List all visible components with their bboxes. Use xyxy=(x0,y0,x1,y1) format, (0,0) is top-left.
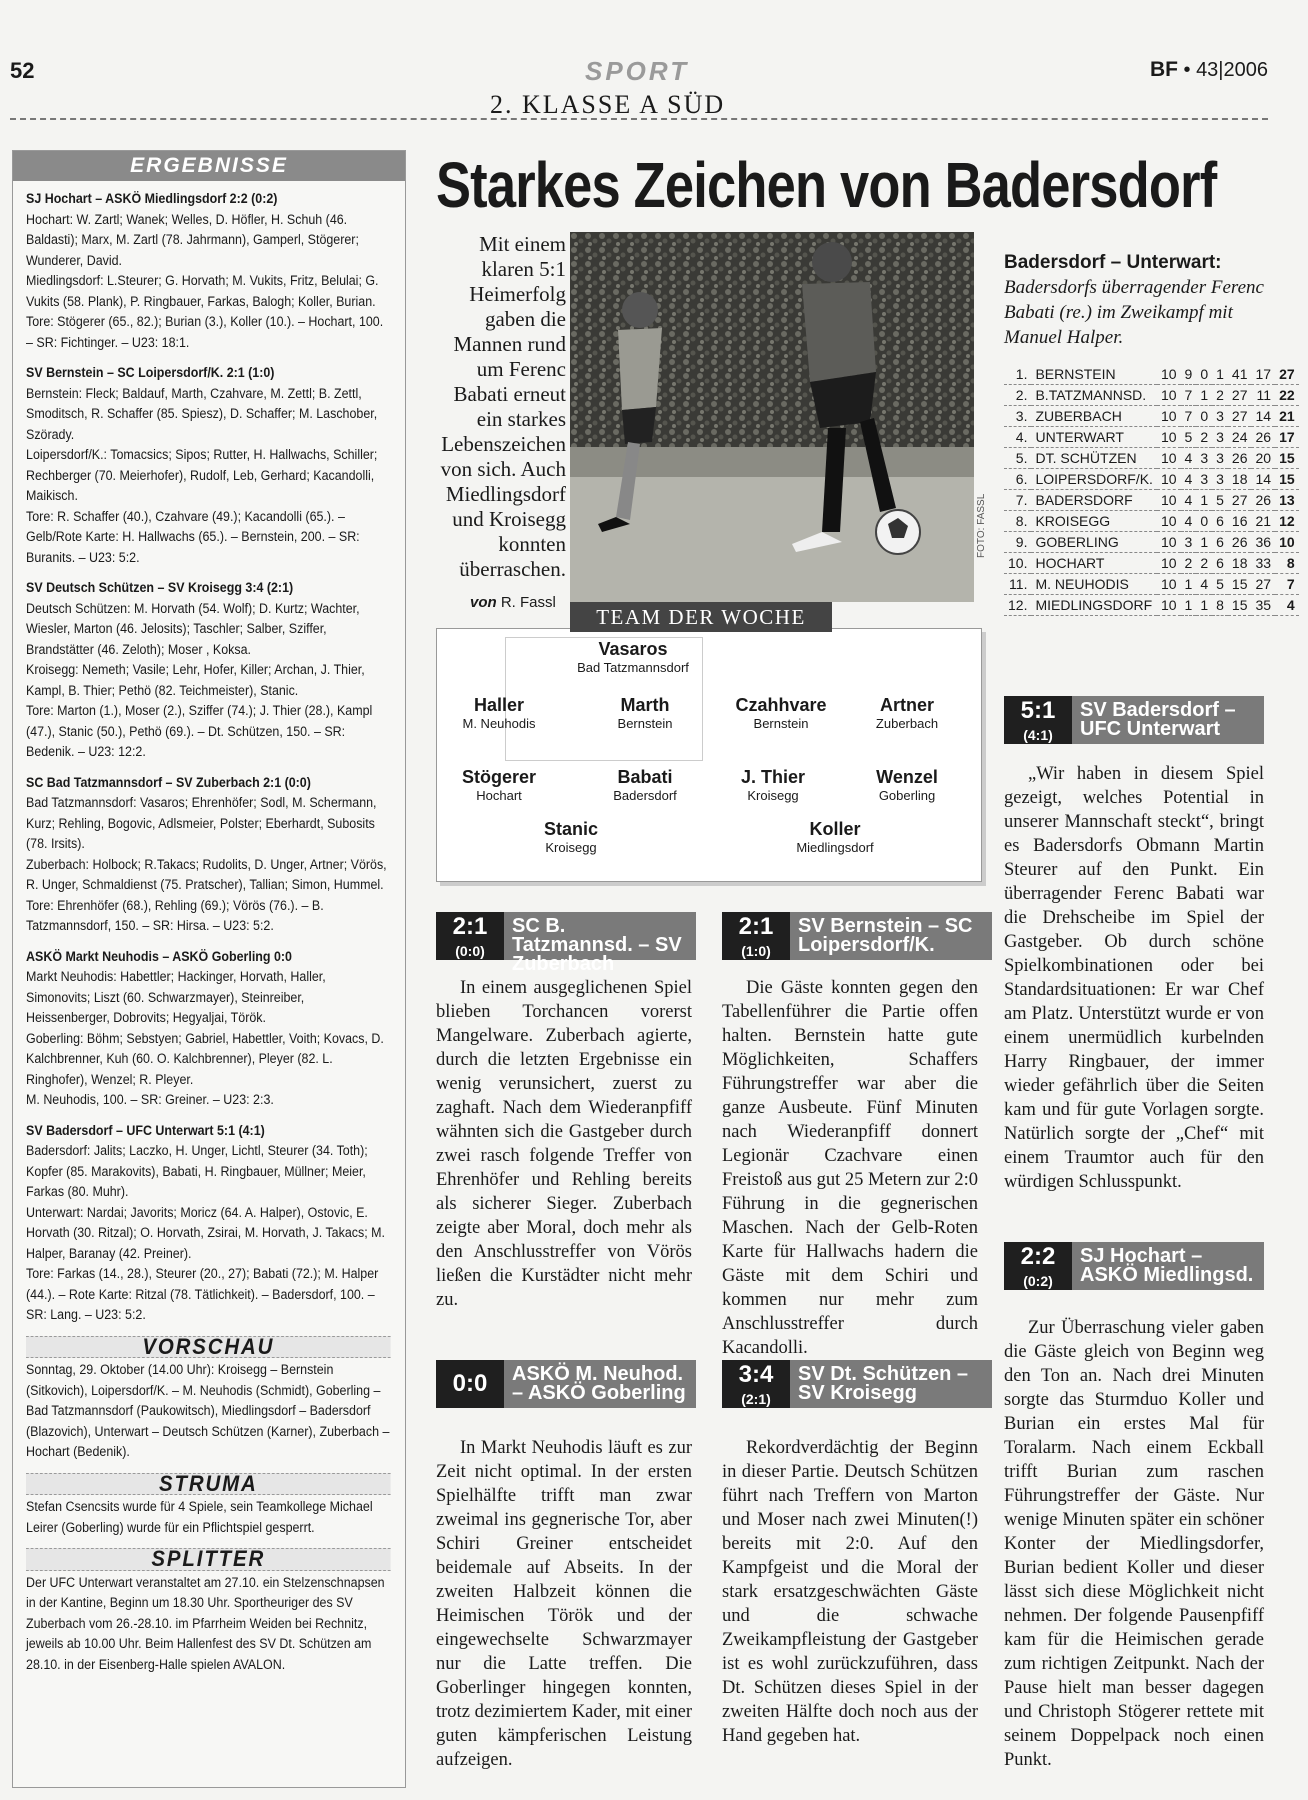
result-line: Markt Neuhodis: Habettler; Hackinger, Horvath, Haller, Simonovits; Liszt (60. Schwarzmayer), Steinreiber, Heissenberger, Dobrovits; Hegyaljai, Török. xyxy=(26,969,326,1025)
standings-l: 8 xyxy=(1212,595,1228,616)
result-line: Tore: R. Schaffer (40.), Czahvare (49.); Kacandolli (65.). – Gelb/Rote Karte: H. Hallwachs (65.). – Bernstein, 200. – SR: Buranits. – U23: 5:2. xyxy=(26,508,360,565)
headline: Starkes Zeichen von Badersdorf xyxy=(436,149,1217,221)
results-sidebar xyxy=(12,150,406,1788)
result-title: SJ Hochart – ASKÖ Miedlingsdorf 2:2 (0:2) xyxy=(26,191,278,206)
halftime: (0:0) xyxy=(455,943,485,959)
standings-g: 10 xyxy=(1157,385,1181,406)
player-club: Goberling xyxy=(878,788,936,803)
standings-ga: 27 xyxy=(1251,574,1275,595)
standings-row xyxy=(1004,385,1299,406)
player-card xyxy=(563,639,703,675)
player-name: Artner xyxy=(879,695,934,715)
report-text: In Markt Neuhodis läuft es zur Zeit nicht optimal. In der ersten Spielhälfte trifft man zwar zweimal ins gegnerische Tor, aber Schiri Greiner entscheidet beidemale auf Abseits. In der zweiten Halbzeit können die Heimischen Török und der eingewechselte Schwarzmayer nur die Latte treffen. Die Goberlinger hingegen konnten, trotz dezimiertem Kader, mit einer guten kämpferischen Leistung aufzeigen. xyxy=(436,1438,692,1770)
standings-row xyxy=(1004,448,1299,469)
standings-d: 1 xyxy=(1196,532,1212,553)
page-number: 52 xyxy=(10,58,35,83)
standings-gf: 26 xyxy=(1228,448,1252,469)
splitter-text: Der UFC Unterwart veranstaltet am 27.10. ein Stelzenschnapsen in der Kantine, Beginn um 18.30 Uhr. Sportheuriger des SV Zuberbach vom 26.-28.10. im Pfarrheim Weiden bei Rechnitz, jeweils ab 10.00 Uhr. Beim Hallenfest des SV Dt. Schützen am 28.10. in der Eisenberg-Halle spielen AVALON. xyxy=(26,1574,385,1672)
player-name: Marth xyxy=(620,695,670,715)
match-title: SC B. Tatzmannsd. – SV Zuberbach xyxy=(504,912,696,960)
player-club: Badersdorf xyxy=(613,788,677,803)
standings-l: 6 xyxy=(1212,532,1228,553)
standings-w: 9 xyxy=(1181,364,1197,385)
results-list xyxy=(13,181,402,1675)
team-of-week-title: TEAM DER WOCHE xyxy=(570,602,832,632)
standings-d: 0 xyxy=(1196,406,1212,427)
player-club: Zuberbach xyxy=(875,716,939,731)
player-card xyxy=(429,695,569,731)
standings-pts: 22 xyxy=(1275,385,1299,406)
match-title: SV Bernstein – SC Loipersdorf/K. xyxy=(790,912,992,960)
score-box xyxy=(436,912,504,960)
result-line: M. Neuhodis, 100. – SR: Greiner. – U23: 2:3. xyxy=(26,1092,274,1107)
player-name: Haller xyxy=(473,695,525,715)
publication-issue: BF • 43|2006 xyxy=(1149,58,1268,81)
splitter-title: SPLITTER xyxy=(26,1548,391,1571)
standings-ga: 26 xyxy=(1251,490,1275,511)
standings-w: 4 xyxy=(1181,448,1197,469)
standings-w: 3 xyxy=(1181,532,1197,553)
player-name: Stögerer xyxy=(461,767,537,787)
standings-gf: 16 xyxy=(1228,511,1252,532)
player-name: J. Thier xyxy=(740,767,806,787)
player-club: Bad Tatzmannsdorf xyxy=(577,660,689,675)
report-text: Rekordverdächtig der Beginn in dieser Partie. Deutsch Schützen führt nach Treffern von Marton und Moser nach zwei Minuten(!) bereits mit 2:0. Auf den Kampfgeist und die Moral der stark ersatzgeschwächten Gäste und die schwache Zweikampfleistung der Gastgeber ist es wohl zurückzuführen, dass Dt. Schützen dieses Spiel in der zweiten Hälfte doch noch aus der Hand gegeben hat. xyxy=(722,1438,978,1746)
standings-pts: 13 xyxy=(1275,490,1299,511)
byline-author: R. Fassl xyxy=(500,594,556,611)
player-card xyxy=(837,695,977,731)
player-card xyxy=(711,695,851,731)
score: 3:4 xyxy=(738,1361,774,1388)
standings-pts: 10 xyxy=(1275,532,1299,553)
standings-gf: 15 xyxy=(1228,574,1252,595)
result-line: Tore: Farkas (14., 28.), Steurer (20., 27); Babati (72.); M. Halper (44.). – Rote Karte: Ritzal (78. Tätlichkeit). – Badersdorf, 100. – SR: Lang. – U23: 5:2. xyxy=(26,1266,379,1322)
player-card xyxy=(575,695,715,731)
standings-d: 4 xyxy=(1196,574,1212,595)
standings-gf: 18 xyxy=(1228,553,1252,574)
team-of-week xyxy=(436,628,982,882)
standings-ga: 14 xyxy=(1251,469,1275,490)
standings-pos: 10. xyxy=(1004,553,1031,574)
standings-team: HOCHART xyxy=(1031,553,1156,574)
standings-ga: 33 xyxy=(1251,553,1275,574)
player-club: Bernstein xyxy=(617,716,673,731)
halftime: (1:0) xyxy=(741,943,771,959)
standings-l: 3 xyxy=(1212,469,1228,490)
standings-pos: 5. xyxy=(1004,448,1031,469)
standings-l: 5 xyxy=(1212,574,1228,595)
standings-team: UNTERWART xyxy=(1031,427,1156,448)
score: 0:0 xyxy=(452,1370,488,1397)
standings-table xyxy=(1004,364,1299,616)
standings-l: 6 xyxy=(1212,553,1228,574)
result-block xyxy=(26,1121,391,1326)
standings-pos: 4. xyxy=(1004,427,1031,448)
standings-pts: 4 xyxy=(1275,595,1299,616)
result-line: Unterwart: Nardai; Javorits; Moricz (64. A. Halper), Ostovic, E. Horvath (30. Ritzal); O. Horvath, Zsirai, M. Horvath, J. Takacs; M. Halper, Baranay (42. Preiner). xyxy=(26,1204,385,1261)
result-line: Tore: Ehrenhöfer (68.), Rehling (69.); Vörös (76.). – B. Tatzmannsdorf, 150. – SR: Hirsa. – U23: 5:2. xyxy=(26,897,324,933)
standings-pts: 15 xyxy=(1275,448,1299,469)
standings-pos: 8. xyxy=(1004,511,1031,532)
match-title: SV Badersdorf – UFC Unterwart xyxy=(1072,696,1264,744)
player-club: Bernstein xyxy=(753,716,809,731)
standings-team: DT. SCHÜTZEN xyxy=(1031,448,1156,469)
standings-row xyxy=(1004,427,1299,448)
standings-pts: 21 xyxy=(1275,406,1299,427)
player-name: Babati xyxy=(617,767,673,787)
player-card xyxy=(575,767,715,803)
standings-g: 10 xyxy=(1157,490,1181,511)
standings-team: B.TATZMANNSD. xyxy=(1031,385,1156,406)
standings-g: 10 xyxy=(1157,553,1181,574)
result-line: Zuberbach: Holbock; R.Takacs; Rudolits, D. Unger, Artner; Vörös, R. Unger, Schmaldienst (75. Pratscher), Tallian; Simon, Hummel. xyxy=(26,856,387,892)
halftime: (2:1) xyxy=(741,1391,771,1407)
standings-d: 2 xyxy=(1196,553,1212,574)
result-line: Bad Tatzmannsdorf: Vasaros; Ehrenhöfer; Sodl, M. Schermann, Kurz; Rehling, Bogovic, Adlsmeier, Polster; Eberhardt, Subosits (78. Irsits). xyxy=(26,795,377,851)
standings-g: 10 xyxy=(1157,511,1181,532)
standings-l: 2 xyxy=(1212,385,1228,406)
player-club: Kroisegg xyxy=(747,788,799,803)
player-card xyxy=(703,767,843,803)
standings-pos: 7. xyxy=(1004,490,1031,511)
halftime: (4:1) xyxy=(1023,727,1053,743)
standings-pts: 27 xyxy=(1275,364,1299,385)
report-body xyxy=(1004,1316,1264,1772)
standings-l: 5 xyxy=(1212,490,1228,511)
result-title: SV Bernstein – SC Loipersdorf/K. 2:1 (1:0) xyxy=(26,365,275,380)
standings-pos: 9. xyxy=(1004,532,1031,553)
score: 2:1 xyxy=(738,913,774,940)
match-photo xyxy=(570,232,974,602)
standings-row xyxy=(1004,469,1299,490)
player-card xyxy=(501,819,641,855)
standings-g: 10 xyxy=(1157,364,1181,385)
standings-team: BERNSTEIN xyxy=(1031,364,1156,385)
standings-row xyxy=(1004,574,1299,595)
player-card xyxy=(429,767,569,803)
standings-team: M. NEUHODIS xyxy=(1031,574,1156,595)
standings-gf: 41 xyxy=(1228,364,1252,385)
standings-ga: 21 xyxy=(1251,511,1275,532)
standings-d: 1 xyxy=(1196,385,1212,406)
score-box xyxy=(722,1360,790,1408)
standings-g: 10 xyxy=(1157,448,1181,469)
preview-title: VORSCHAU xyxy=(26,1336,391,1359)
result-block xyxy=(26,189,391,353)
byline xyxy=(470,594,556,611)
standings-row xyxy=(1004,595,1299,616)
standings-team: MIEDLINGSDORF xyxy=(1031,595,1156,616)
standings-pts: 7 xyxy=(1275,574,1299,595)
standings-l: 1 xyxy=(1212,364,1228,385)
standings-g: 10 xyxy=(1157,595,1181,616)
standings-ga: 14 xyxy=(1251,406,1275,427)
result-line: Deutsch Schützen: M. Horvath (54. Wolf); D. Kurtz; Wachter, Wiesler, Marton (46. Jelosits); Taschler; Salber, Sziffer, Brandstätter (46. Zeloth); Moser , Koksa. xyxy=(26,600,360,657)
result-line: Badersdorf: Jalits; Laczko, H. Unger, Lichtl, Steurer (34. Toth); Kopfer (85. Marakovits), Babati, H. Ringbauer, Müllner; Meier, Farkas (80. Muhr). xyxy=(26,1143,368,1199)
standings-w: 4 xyxy=(1181,490,1197,511)
publication-name: BF xyxy=(1149,58,1178,81)
standings-g: 10 xyxy=(1157,469,1181,490)
article-intro: Mit einem klaren 5:1 Heimerfolg gaben die Mannen rund um Ferenc Babati erneut ein starkes Lebenszeichen von sich. Auch Miedlingsdorf und Kroisegg konnten überraschen. xyxy=(440,232,566,581)
struma-text: Stefan Csencsits wurde für 4 Spiele, sein Teamkollege Michael Leirer (Goberling) wurde für ein Pflichtspiel gesperrt. xyxy=(26,1499,373,1535)
score: 2:2 xyxy=(1020,1243,1056,1270)
halftime: (0:2) xyxy=(1023,1273,1053,1289)
section-name: SPORT xyxy=(585,56,690,86)
player-club: Kroisegg xyxy=(545,840,597,855)
standings-g: 10 xyxy=(1157,406,1181,427)
byline-prefix: von xyxy=(470,594,497,611)
result-line: Kroisegg: Nemeth; Vasile; Lehr, Hofer, Killer; Archan, J. Thier, Kampl, B. Thier; Pethö (82. Teichmeister), Stanic. xyxy=(26,662,365,698)
standings-row xyxy=(1004,553,1299,574)
standings-row xyxy=(1004,364,1299,385)
standings-pos: 1. xyxy=(1004,364,1031,385)
standings-ga: 17 xyxy=(1251,364,1275,385)
standings-g: 10 xyxy=(1157,574,1181,595)
score-box xyxy=(722,912,790,960)
player-card xyxy=(837,767,977,803)
standings-gf: 27 xyxy=(1228,490,1252,511)
standings-w: 7 xyxy=(1181,385,1197,406)
score-box xyxy=(1004,696,1072,744)
preview-text: Sonntag, 29. Oktober (14.00 Uhr): Kroisegg – Bernstein (Sitkovich), Loipersdorf/K. – M. Neuhodis (Schmidt), Goberling – Bad Tatzmannsdorf (Paukowitsch), Miedlingsdorf – Badersdorf (Blazovich), Unterwart – Deutsch Schützen (Karner), Zuberbach – Hochart (Bedenik). xyxy=(26,1362,390,1459)
player-club: Hochart xyxy=(476,788,522,803)
standings-pos: 12. xyxy=(1004,595,1031,616)
standings-ga: 35 xyxy=(1251,595,1275,616)
standings-w: 4 xyxy=(1181,469,1197,490)
standings-row xyxy=(1004,490,1299,511)
standings-ga: 11 xyxy=(1251,385,1275,406)
standings-pos: 3. xyxy=(1004,406,1031,427)
score-box xyxy=(436,1360,504,1408)
standings-row xyxy=(1004,406,1299,427)
match-photo-image xyxy=(570,232,974,602)
report-body xyxy=(722,1436,978,1748)
standings-l: 3 xyxy=(1212,448,1228,469)
player-name: Koller xyxy=(809,819,861,839)
result-line: Bernstein: Fleck; Baldauf, Marth, Czahvare, M. Zettl; B. Zettl, Smoditsch, R. Schaffer (85. Spiesz), D. Schaffer; M. Laschober, Szörady. xyxy=(26,385,378,442)
match-title: SV Dt. Schützen – SV Kroisegg xyxy=(790,1360,992,1408)
struma-title: STRUMA xyxy=(26,1473,391,1496)
results-title: ERGEBNISSE xyxy=(13,151,405,181)
standings-g: 10 xyxy=(1157,532,1181,553)
standings-row xyxy=(1004,532,1299,553)
result-title: SV Deutsch Schützen – SV Kroisegg 3:4 (2:1) xyxy=(26,580,294,595)
standings-d: 1 xyxy=(1196,595,1212,616)
standings-pts: 15 xyxy=(1275,469,1299,490)
match-title: ASKÖ M. Neuhod. – ASKÖ Goberling xyxy=(504,1360,696,1408)
player-name: Vasaros xyxy=(598,639,668,659)
score-box xyxy=(1004,1242,1072,1290)
caption-text: Badersdorfs überragender Ferenc Babati (re.) im Zweikampf mit Manuel Halper. xyxy=(1004,277,1264,348)
player-card xyxy=(765,819,905,855)
report-text: In einem ausgeglichenen Spiel blieben Torchancen vorerst Mangelware. Zuberbach agierte, durch die letzten Ergebnisse ein wenig verunsichert, zuerst zu zaghaft. Nach dem Wiederanpfiff wähnten sich die Gastgeber durch zwei rasch folgende Treffer von Ehrenhöfer und Rehling bereits als sicherer Sieger. Zuberbach zeigte aber Moral, doch mehr als den Anschlusstreffer von Vörös ließen die Kurstädter nicht mehr zu. xyxy=(436,978,692,1310)
report-body xyxy=(1004,762,1264,1194)
standings-ga: 20 xyxy=(1251,448,1275,469)
standings-pos: 2. xyxy=(1004,385,1031,406)
score: 2:1 xyxy=(452,913,488,940)
standings-table-wrap xyxy=(1004,364,1295,616)
score: 5:1 xyxy=(1020,697,1056,724)
player-name: Czahhvare xyxy=(735,695,827,715)
photo-credit: FOTO: FASSL xyxy=(976,493,987,558)
result-line: Hochart: W. Zartl; Wanek; Welles, D. Höfler, H. Schuh (46. Baldasti); Marx, M. Zartl (78. Jahrmann), Gamperl, Stögerer; Wunderer, David. xyxy=(26,211,359,268)
standings-w: 5 xyxy=(1181,427,1197,448)
standings-pos: 6. xyxy=(1004,469,1031,490)
standings-team: LOIPERSDORF/K. xyxy=(1031,469,1156,490)
result-line: Miedlingsdorf: L.Steurer; G. Horvath; M. Vukits, Fritz, Belulai; G. Vukits (58. Plank), P. Ringbauer, Farkas, Balogh; Koller, Burian. xyxy=(26,273,379,309)
standings-gf: 15 xyxy=(1228,595,1252,616)
standings-l: 3 xyxy=(1212,406,1228,427)
standings-l: 3 xyxy=(1212,427,1228,448)
result-title: SV Badersdorf – UFC Unterwart 5:1 (4:1) xyxy=(26,1122,265,1138)
result-line: Goberling: Böhm; Sebstyen; Gabriel, Habettler, Voith; Kovacs, D. Kalchbrenner, Kuh (60. O. Kalchbrenner), Pleyer (82. L. Ringhofer), Wenzel; R. Pleyer. xyxy=(26,1030,384,1087)
standings-gf: 18 xyxy=(1228,469,1252,490)
standings-d: 2 xyxy=(1196,427,1212,448)
player-name: Wenzel xyxy=(876,767,938,787)
standings-gf: 27 xyxy=(1228,385,1252,406)
report-text: Zur Überraschung vieler gaben die Gäste gleich von Beginn weg den Ton an. Nach drei Minuten sorgte das Sturmduo Koller und Burian ein erstes Mal für Toralarm. Nach einem Eckball trifft Burian zum raschen Führungstreffer der Gäste. Nur wenige Minuten später ein schöner Konter der Miedlingsdorfer, Burian bedient Koller und dieser lässt sich diese Möglichkeit nicht nehmen. Der folgende Pausenpfiff kam für die Heimischen gerade zum richtigen Zeitpunkt. Nach der Pause hielt man besser dagegen und Christoph Stögerer rettete mit seinem Doppelpack noch einen Punkt. xyxy=(1004,1318,1264,1770)
standings-pts: 17 xyxy=(1275,427,1299,448)
standings-row xyxy=(1004,511,1299,532)
standings-team: KROISEGG xyxy=(1031,511,1156,532)
result-block xyxy=(26,773,391,937)
standings-ga: 36 xyxy=(1251,532,1275,553)
standings-team: BADERSDORF xyxy=(1031,490,1156,511)
standings-l: 6 xyxy=(1212,511,1228,532)
report-body xyxy=(436,976,692,1312)
issue-number: 43|2006 xyxy=(1196,59,1268,81)
standings-d: 0 xyxy=(1196,364,1212,385)
standings-team: ZUBERBACH xyxy=(1031,406,1156,427)
match-title: SJ Hochart – ASKÖ Miedlingsd. xyxy=(1072,1242,1264,1290)
standings-pts: 12 xyxy=(1275,511,1299,532)
result-block xyxy=(26,578,391,763)
standings-w: 1 xyxy=(1181,595,1197,616)
standings-w: 1 xyxy=(1181,574,1197,595)
standings-d: 0 xyxy=(1196,511,1212,532)
player-club: Miedlingsdorf xyxy=(796,840,874,855)
standings-team: GOBERLING xyxy=(1031,532,1156,553)
standings-g: 10 xyxy=(1157,427,1181,448)
standings-d: 3 xyxy=(1196,448,1212,469)
standings-gf: 24 xyxy=(1228,427,1252,448)
standings-w: 4 xyxy=(1181,511,1197,532)
standings-w: 2 xyxy=(1181,553,1197,574)
standings-pts: 8 xyxy=(1275,553,1299,574)
report-body xyxy=(436,1436,692,1772)
result-block xyxy=(26,947,391,1111)
player-name: Stanic xyxy=(543,819,599,839)
report-text: Die Gäste konnten gegen den Tabellenführer die Partie offen halten. Bernstein hatte gute Möglichkeiten, Schaffers Führungstreffer war aber die ganze Ausbeute. Fünf Minuten nach Wiederanpfiff donnert Legionär Czachvare einen Freistoß aus gut 25 Metern zur 2:0 Führung in die gegnerischen Maschen. Nach der Gelb-Roten Karte für Hallwachs hadern die Gäste mit dem Schiri und kommen nur mehr zum Anschlusstreffer durch Kacandolli. xyxy=(722,978,978,1358)
report-text: „Wir haben in diesem Spiel gezeigt, welches Potential in unserer Mannschaft steckt“, bringt es Badersdorfs Obmann Martin Steurer auf den Punkt. Ein überragender Ferenc Babati war die Drehscheibe im Spiel der Gastgeber. Ob durch schöne Spielkombinationen oder bei Standardsituationen: Er war Chef am Platz. Unterstützt wurde er von einem unermüdlich kurbelnden Harry Ringbauer, der immer wieder gefährlich über die Seiten kam und für gute Vorlagen sorgte. Natürlich sorgte der „Chef“ mit einem Traumtor auch für den würdigen Schlusspunkt. xyxy=(1004,764,1264,1192)
standings-d: 3 xyxy=(1196,469,1212,490)
standings-w: 7 xyxy=(1181,406,1197,427)
result-line: Loipersdorf/K.: Tomacsics; Sipos; Rutter, H. Hallwachs, Schiller; Rechberger (70. Meierhofer), Rudolf, Leb, Gerhard; Kacandolli, Maikisch. xyxy=(26,447,378,503)
player-club: M. Neuhodis xyxy=(462,716,536,731)
standings-gf: 27 xyxy=(1228,406,1252,427)
result-title: ASKÖ Markt Neuhodis – ASKÖ Goberling 0:0 xyxy=(26,948,292,964)
result-block xyxy=(26,363,391,568)
result-line: Tore: Stögerer (65., 82.); Burian (3.), Koller (10.). – Hochart, 100. – SR: Fichtinger. – U23: 18:1. xyxy=(26,314,384,350)
standings-gf: 26 xyxy=(1228,532,1252,553)
standings-ga: 26 xyxy=(1251,427,1275,448)
caption-lead: Badersdorf – Unterwart: xyxy=(1004,252,1222,273)
league-title: 2. KLASSE A SÜD xyxy=(490,90,726,119)
standings-d: 1 xyxy=(1196,490,1212,511)
report-body xyxy=(722,976,978,1360)
result-line: Tore: Marton (1.), Moser (2.), Sziffer (74.); J. Thier (28.), Kampl (47.), Stanic (50.), Pethö (69.). – Dt. Schützen, 150. – SR: Bedenik. – U23: 12:2. xyxy=(26,703,373,759)
photo-caption xyxy=(1004,250,1269,350)
result-title: SC Bad Tatzmannsdorf – SV Zuberbach 2:1 (0:0) xyxy=(26,774,311,790)
standings-pos: 11. xyxy=(1004,574,1031,595)
